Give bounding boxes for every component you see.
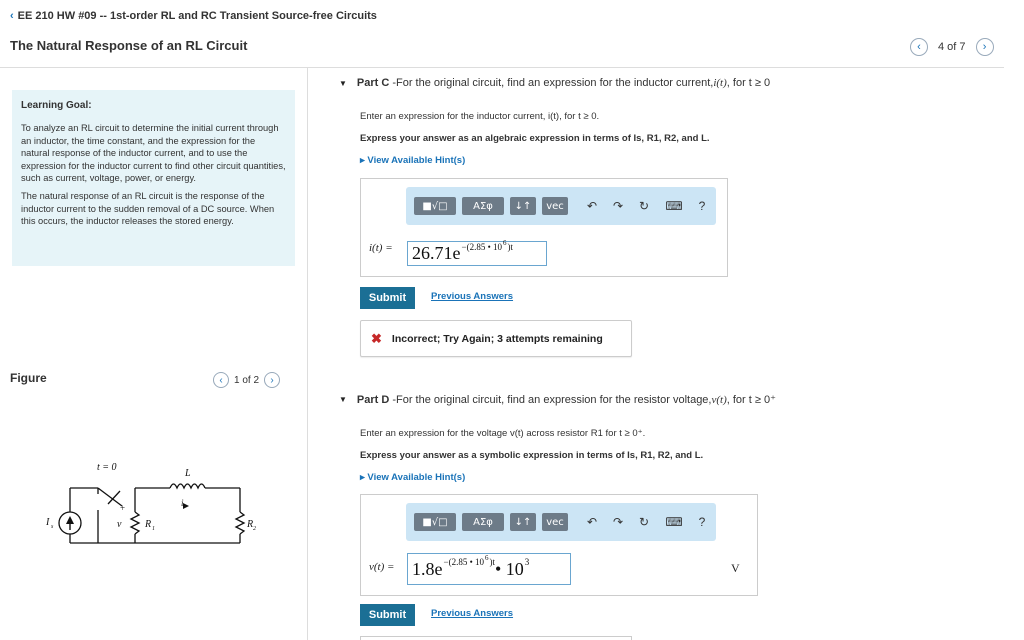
- breadcrumb-text: EE 210 HW #09 -- 1st-order RL and RC Transient Source-free Circuits: [17, 10, 377, 22]
- part-d-dash: -: [392, 393, 396, 406]
- minus-sign: −: [120, 538, 126, 548]
- part-c-label: Part C: [356, 77, 390, 89]
- breadcrumb[interactable]: [10, 10, 377, 22]
- greek-button[interactable]: ΑΣφ: [462, 197, 504, 215]
- redo-icon[interactable]: ↷: [612, 199, 624, 213]
- part-c-question-post: , for t ≥ 0: [726, 77, 771, 89]
- part-d-answer-input[interactable]: [407, 553, 571, 585]
- r2-subscript: 2: [253, 526, 256, 532]
- part-c-answer-box: [360, 178, 728, 277]
- part-c-answer-exp: −(2.85 • 10: [461, 241, 502, 252]
- part-d-feedback-edge: [360, 636, 632, 640]
- column-divider: [307, 67, 308, 640]
- part-c-question-pre: For the original circuit, find an expression for the inductor current,: [396, 77, 714, 89]
- header-divider: [0, 67, 1004, 68]
- part-c-submit-button[interactable]: Submit: [360, 287, 415, 309]
- vec-button[interactable]: vec: [542, 197, 568, 215]
- part-c-answer-coef: 26.71e: [412, 243, 461, 263]
- collapse-triangle-icon: ▼: [339, 395, 347, 404]
- part-c-hint-link[interactable]: ▸ View Available Hint(s): [360, 155, 466, 166]
- page-title: The Natural Response of an RL Circuit: [10, 38, 248, 53]
- part-c-math-toolbar: [406, 187, 716, 225]
- figure-next-button[interactable]: ›: [264, 372, 280, 388]
- item-pager: [910, 38, 994, 56]
- part-d-question-post: , for t ≥ 0⁺: [726, 394, 776, 406]
- part-c-dash: -: [392, 77, 396, 89]
- part-c-express: Express your answer as an algebraic expression in terms of Is, R1, R2, and L.: [360, 133, 710, 144]
- part-d-answer-exp6: 6: [484, 554, 489, 562]
- help-icon[interactable]: ?: [698, 199, 706, 213]
- inductor-label: L: [185, 468, 191, 479]
- current-label: i: [181, 498, 184, 508]
- source-subscript: s: [51, 524, 54, 530]
- part-d-instruction: Enter an expression for the voltage v(t) across resistor R1 for t ≥ 0⁺.: [360, 428, 646, 439]
- part-d-submit-button[interactable]: Submit: [360, 604, 415, 626]
- part-d-math-toolbar: [406, 503, 716, 541]
- part-c-answer-label: i(t) =: [369, 242, 393, 254]
- part-d-header[interactable]: [339, 393, 776, 406]
- learning-goal-panel: [12, 90, 295, 266]
- figure-pager-text: 1 of 2: [234, 374, 260, 386]
- figure-label: Figure: [10, 371, 47, 385]
- part-d-unit: V: [731, 561, 740, 575]
- prev-item-button[interactable]: ‹: [910, 38, 928, 56]
- r2-label: R: [247, 519, 254, 530]
- source-label: I: [46, 517, 50, 528]
- part-c-answer-exp-end: )t: [507, 241, 513, 252]
- arrows-button[interactable]: ↓↑: [510, 513, 536, 531]
- reset-icon[interactable]: ↻: [638, 199, 650, 213]
- part-d-label: Part D: [356, 393, 390, 406]
- part-c-header[interactable]: [339, 77, 770, 89]
- circuit-diagram: [40, 458, 255, 558]
- part-d-answer-mult3: 3: [524, 557, 530, 567]
- incorrect-x-icon: ✖: [371, 330, 382, 346]
- learning-goal-text-2: The natural response of an RL circuit is the response of the inductor current to the sudden removal of a DC source. When this occurs, the inductor releases the stored energy.: [21, 191, 275, 227]
- r1-label: R: [145, 519, 152, 530]
- undo-icon[interactable]: ↶: [586, 515, 598, 529]
- learning-goal-text-1: To analyze an RL circuit to determine the initial current through an inductor, the time constant, and the expression for the natural response of the inductor current, and to use the expression for the inductor current to find other circuit quantities, such as current, voltage, power, or energy.: [21, 123, 286, 184]
- part-d-answer-coef: 1.8e: [412, 558, 443, 579]
- part-c-instruction: Enter an expression for the inductor current, i(t), for t ≥ 0.: [360, 111, 600, 122]
- reset-icon[interactable]: ↻: [638, 515, 650, 529]
- part-d-question-pre: For the original circuit, find an expression for the resistor voltage,: [396, 393, 712, 406]
- keyboard-icon[interactable]: ⌨: [665, 199, 683, 213]
- part-d-answer-exp: −(2.85 • 10: [443, 557, 484, 567]
- templates-button[interactable]: ■√□: [414, 513, 456, 531]
- part-d-previous-answers-link[interactable]: Previous Answers: [431, 608, 514, 619]
- keyboard-icon[interactable]: ⌨: [665, 515, 683, 529]
- arrows-button[interactable]: ↓↑: [510, 197, 536, 215]
- part-d-answer-exp-end: )t: [489, 557, 495, 567]
- part-d-answer-label: v(t) =: [369, 561, 395, 573]
- figure-prev-button[interactable]: ‹: [213, 372, 229, 388]
- part-d-answer-mult: • 10: [494, 558, 524, 579]
- pager-text: 4 of 7: [938, 41, 966, 53]
- undo-icon[interactable]: ↶: [586, 199, 598, 213]
- next-item-button[interactable]: ›: [976, 38, 994, 56]
- part-d-express: Express your answer as a symbolic expression in terms of Is, R1, R2, and L.: [360, 450, 704, 461]
- r1-subscript: 1: [152, 526, 155, 532]
- greek-button[interactable]: ΑΣφ: [462, 513, 504, 531]
- part-d-hint-link[interactable]: ▸ View Available Hint(s): [360, 472, 466, 483]
- part-c-answer-exp6: 6: [502, 238, 507, 247]
- part-c-answer-input[interactable]: [407, 238, 547, 266]
- learning-goal-heading: Learning Goal:: [21, 100, 92, 111]
- plus-sign: +: [120, 503, 126, 513]
- part-d-answer-box: [360, 494, 758, 596]
- collapse-triangle-icon: ▼: [339, 78, 347, 88]
- part-c-feedback: [360, 320, 632, 357]
- figure-pager: [213, 372, 280, 388]
- templates-button[interactable]: ■√□: [414, 197, 456, 215]
- chevron-left-icon: ‹: [10, 10, 14, 22]
- redo-icon[interactable]: ↷: [612, 515, 624, 529]
- part-c-question-var: i(t): [713, 77, 727, 89]
- help-icon[interactable]: ?: [698, 515, 706, 529]
- voltage-label: v: [117, 519, 122, 530]
- part-c-previous-answers-link[interactable]: Previous Answers: [431, 291, 514, 302]
- part-d-question-var: v(t): [711, 393, 727, 406]
- part-c-feedback-text: Incorrect; Try Again; 3 attempts remaining: [391, 332, 603, 345]
- vec-button[interactable]: vec: [542, 513, 568, 531]
- switch-time-label: t = 0: [97, 462, 117, 473]
